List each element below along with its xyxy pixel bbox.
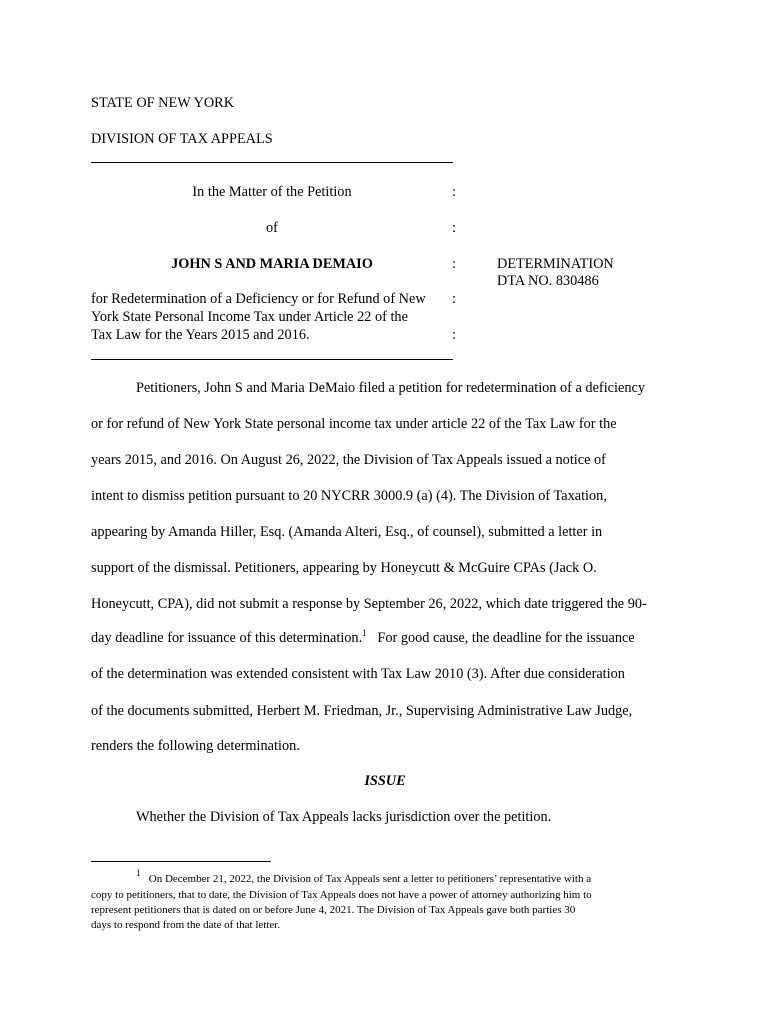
body-line: Honeycutt, CPA), did not submit a response by September 26, 2022, which date triggered the 90-: [91, 596, 647, 612]
division-heading: DIVISION OF TAX APPEALS: [91, 131, 273, 147]
caption-colon: :: [452, 327, 456, 343]
body-line: of the documents submitted, Herbert M. Friedman, Jr., Supervising Administrative Law Judge,: [91, 703, 633, 719]
footnote-marker: 1: [136, 868, 141, 878]
determination-label: DETERMINATION: [497, 256, 614, 272]
issue-text: Whether the Division of Tax Appeals lacks jurisdiction over the petition.: [136, 809, 552, 825]
dta-number: DTA NO. 830486: [497, 273, 599, 289]
footnote-line: [136, 868, 592, 886]
caption-purpose-line: Tax Law for the Years 2015 and 2016.: [91, 327, 310, 343]
caption-bottom-rule: [91, 359, 453, 360]
caption-purpose-line: York State Personal Income Tax under Article 22 of the: [91, 309, 408, 325]
caption-of: of: [266, 220, 278, 236]
caption-matter: In the Matter of the Petition: [192, 184, 352, 200]
body-line: renders the following determination.: [91, 738, 300, 754]
petitioner-names: JOHN S AND MARIA DEMAIO: [171, 256, 373, 272]
footnote-text: On December 21, 2022, the Division of Tax Appeals sent a letter to petitioners’ representative with a: [148, 873, 592, 885]
body-line: years 2015, and 2016. On August 26, 2022, the Division of Tax Appeals issued a notice of: [91, 452, 606, 468]
body-line-with-footnote: [91, 630, 635, 647]
footnote-separator: [91, 861, 271, 862]
state-heading: STATE OF NEW YORK: [91, 95, 235, 111]
footnote-line: represent petitioners that is dated on or before June 4, 2021. The Division of Tax Appeals gave both parties 30: [91, 904, 576, 916]
body-line: appearing by Amanda Hiller, Esq. (Amanda Alteri, Esq., of counsel), submitted a letter in: [91, 524, 603, 540]
body-text: For good cause, the deadline for the issuance: [366, 630, 635, 646]
footnote-reference[interactable]: 1: [362, 628, 367, 638]
caption-colon: :: [452, 256, 456, 272]
caption-purpose-line: for Redetermination of a Deficiency or for Refund of New: [91, 291, 426, 307]
body-line: support of the dismissal. Petitioners, appearing by Honeycutt & McGuire CPAs (Jack O.: [91, 560, 597, 576]
footnote-line: days to respond from the date of that letter.: [91, 919, 281, 931]
body-line: or for refund of New York State personal income tax under article 22 of the Tax Law for the: [91, 416, 617, 432]
body-line: of the determination was extended consistent with Tax Law 2010 (3). After due consideration: [91, 666, 625, 682]
caption-colon: :: [452, 291, 456, 307]
footnote-line: copy to petitioners, that to date, the Division of Tax Appeals does not have a power of attorney authorizing him to: [91, 889, 592, 901]
issue-heading: ISSUE: [364, 773, 406, 789]
caption-colon: :: [452, 220, 456, 236]
body-line: intent to dismiss petition pursuant to 20 NYCRR 3000.9 (a) (4). The Division of Taxation,: [91, 488, 607, 504]
caption-top-rule: [91, 162, 453, 163]
caption-colon: :: [452, 184, 456, 200]
body-line: Petitioners, John S and Maria DeMaio filed a petition for redetermination of a deficiency: [136, 380, 645, 396]
body-text: day deadline for issuance of this determination.: [91, 630, 363, 646]
